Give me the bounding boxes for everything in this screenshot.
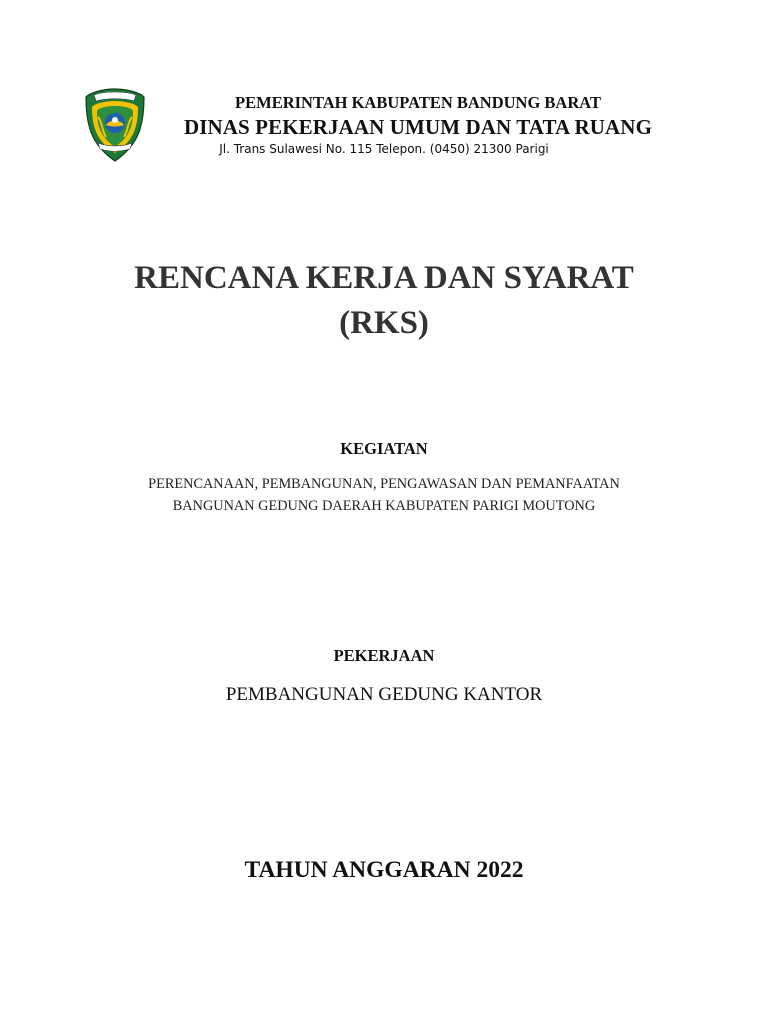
document-title-line1: RENCANA KERJA DAN SYARAT	[134, 260, 634, 296]
kegiatan-line1: PERENCANAAN, PEMBANGUNAN, PENGAWASAN DAN PEMANFAATAN	[148, 476, 620, 492]
kegiatan-line2: BANGUNAN GEDUNG DAERAH KABUPATEN PARIGI MOUTONG	[172, 498, 596, 514]
kegiatan-description	[0, 473, 768, 517]
pekerjaan-label: PEKERJAAN	[333, 646, 435, 665]
document-title	[0, 256, 768, 346]
document-title-line2: (RKS)	[339, 305, 429, 341]
pekerjaan-value: PEMBANGUNAN GEDUNG KANTOR	[225, 684, 543, 705]
fiscal-year: TAHUN ANGGARAN 2022	[244, 857, 524, 883]
department-name: DINAS PEKERJAAN UMUM DAN TATA RUANG	[183, 115, 653, 139]
department-address: Jl. Trans Sulawesi No. 115 Telepon. (0450) 21300 Parigi	[219, 142, 549, 156]
kegiatan-label: KEGIATAN	[340, 439, 428, 458]
government-name: PEMERINTAH KABUPATEN BANDUNG BARAT	[235, 93, 601, 112]
